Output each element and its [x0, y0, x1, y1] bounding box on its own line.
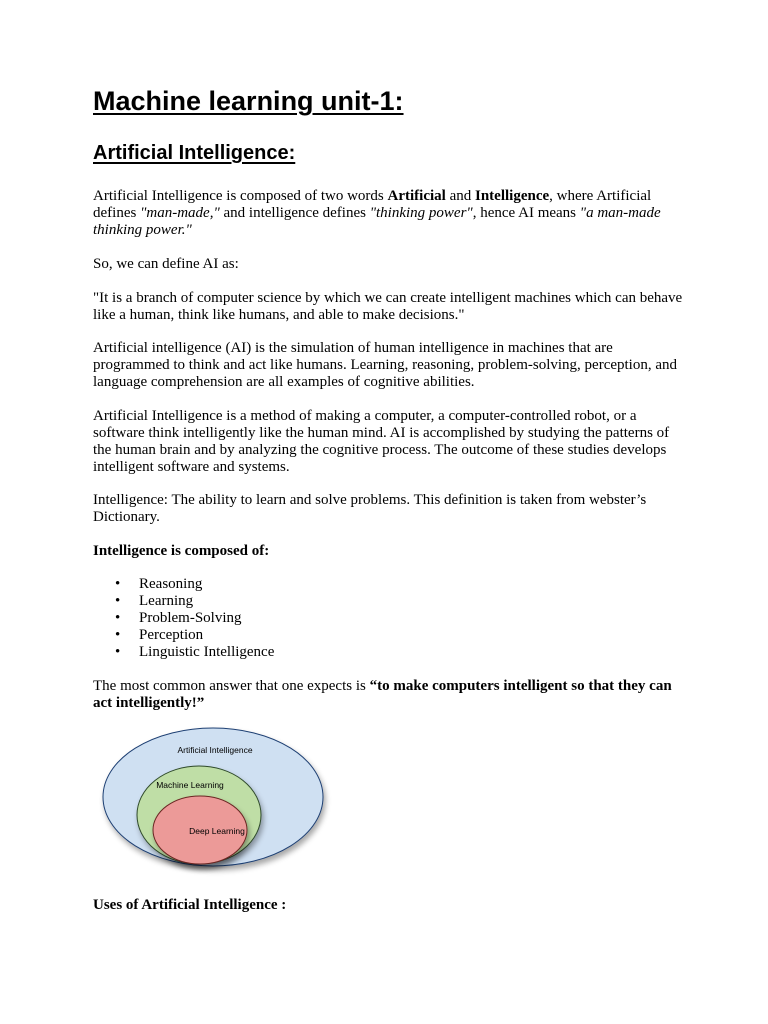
bullet-icon: •	[115, 576, 121, 592]
paragraph-ai-simulation: Artificial intelligence (AI) is the simulation of human intelligence in machines that are programmed to think and act like humans. Learning, reasoning, problem-solving, perception, and language comprehension are all examples of cognitive abilities.	[93, 340, 678, 390]
bullet-icon: •	[115, 644, 121, 660]
ai-ml-dl-venn-diagram	[99, 725, 332, 877]
list-item	[93, 610, 274, 627]
bullet-icon: •	[115, 627, 121, 643]
list-item-label: Perception	[139, 627, 204, 643]
list-heading: Intelligence is composed of:	[93, 543, 270, 559]
para1-text-1: Artificial Intelligence is composed of two words	[93, 188, 388, 204]
label-machine-learning: Machine Learning	[156, 780, 224, 790]
para1-bold-intelligence: Intelligence	[475, 188, 550, 204]
list-item-label: Reasoning	[139, 576, 203, 592]
list-item-label: Problem-Solving	[139, 610, 242, 626]
paragraph-ai-method: Artificial Intelligence is a method of making a computer, a computer-controlled robot, or a software think intelligently like the human mind. AI is accomplished by studying the patterns of the human brain and by analyzing the cognitive process. The outcome of these studies develops intelligent software and systems.	[93, 408, 670, 475]
label-deep-learning: Deep Learning	[189, 826, 245, 836]
list-item	[93, 576, 274, 593]
para1-text-4: and intelligence defines	[219, 205, 370, 221]
list-item-label: Learning	[139, 593, 194, 609]
para1-italic-thinking-power: "thinking power"	[369, 205, 473, 221]
paragraph-ai-quote: "It is a branch of computer science by which we can create intelligent machines which can behave like a human, think like humans, and able to make decisions."	[93, 290, 683, 323]
intelligence-components-list	[93, 576, 274, 661]
list-item	[93, 627, 274, 644]
paragraph-ai-definition	[93, 188, 683, 239]
label-artificial-intelligence: Artificial Intelligence	[177, 745, 253, 755]
para1-bold-artificial: Artificial	[387, 188, 446, 204]
para1-italic-ai-meaning: "a man-made thinking power."	[93, 205, 661, 238]
bullet-icon: •	[115, 610, 121, 626]
uses-heading: Uses of Artificial Intelligence :	[93, 897, 287, 913]
page-title: Machine learning unit-1:	[93, 86, 404, 116]
para7-bold-quote: “to make computers intelligent so that they can act intelligently!”	[93, 678, 672, 711]
list-item	[93, 593, 274, 610]
list-item-label: Linguistic Intelligence	[139, 644, 275, 660]
list-item	[93, 644, 274, 661]
bullet-icon: •	[115, 593, 121, 609]
para1-text-5: , hence AI means	[472, 205, 580, 221]
paragraph-intelligence-definition: Intelligence: The ability to learn and solve problems. This definition is taken from webster’s Dictionary.	[93, 492, 647, 525]
paragraph-common-answer	[93, 678, 683, 712]
para7-text: The most common answer that one expects is	[93, 678, 370, 694]
section-heading-ai: Artificial Intelligence:	[93, 142, 296, 164]
para1-text-3: , where Artificial defines	[93, 188, 652, 221]
para1-text-2: and	[445, 188, 475, 204]
para1-italic-man-made: "man-made,"	[140, 205, 220, 221]
paragraph-define-ai: So, we can define AI as:	[93, 256, 239, 272]
